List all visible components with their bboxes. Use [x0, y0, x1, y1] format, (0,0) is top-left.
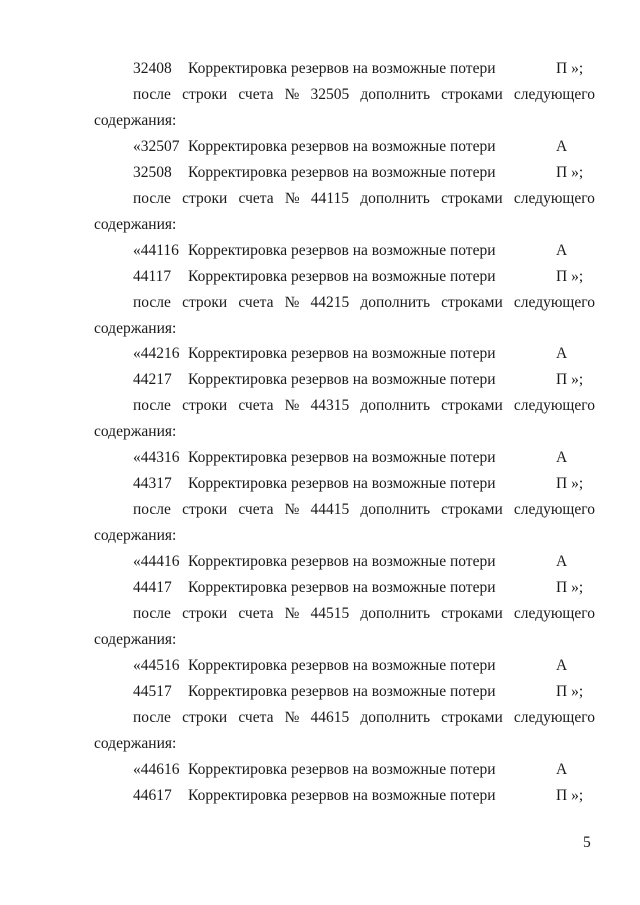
instruction-word: 32505: [310, 86, 350, 103]
account-description: Корректировка резервов на возможные потери: [188, 475, 496, 492]
instruction-word: следующего: [513, 294, 595, 311]
instruction-paragraph: [133, 605, 595, 623]
instruction-word: дополнить: [360, 709, 431, 726]
instruction-word: №: [284, 294, 300, 311]
instruction-continuation: содержания:: [94, 320, 177, 337]
instruction-paragraph: [133, 86, 595, 104]
instruction-word: следующего: [513, 86, 595, 103]
account-type: П »;: [556, 60, 584, 77]
instruction-word: счета: [238, 605, 274, 622]
instruction-word: №: [284, 709, 300, 726]
instruction-continuation: содержания:: [94, 216, 177, 233]
account-code: «44216: [133, 345, 180, 362]
account-code: «44516: [133, 657, 180, 674]
account-type: А: [556, 138, 568, 155]
account-type: А: [556, 657, 568, 674]
instruction-word: строки: [182, 190, 228, 207]
instruction-word: после: [133, 709, 171, 726]
instruction-word: после: [133, 86, 171, 103]
account-type: П »;: [556, 579, 584, 596]
instruction-word: строки: [182, 294, 228, 311]
account-description: Корректировка резервов на возможные потери: [188, 242, 496, 259]
account-description: Корректировка резервов на возможные потери: [188, 449, 496, 466]
account-description: Корректировка резервов на возможные потери: [188, 60, 496, 77]
instruction-word: счета: [238, 397, 274, 414]
instruction-word: строки: [182, 709, 228, 726]
instruction-paragraph: [133, 190, 595, 208]
instruction-word: №: [284, 190, 300, 207]
account-code: «44316: [133, 449, 180, 466]
instruction-word: после: [133, 190, 171, 207]
instruction-word: 44315: [310, 397, 350, 414]
instruction-word: счета: [238, 86, 274, 103]
instruction-word: строками: [441, 605, 503, 622]
instruction-word: строками: [441, 501, 503, 518]
instruction-continuation: содержания:: [94, 112, 177, 129]
account-type: А: [556, 761, 568, 778]
account-type: П »;: [556, 268, 584, 285]
instruction-word: после: [133, 605, 171, 622]
account-type: А: [556, 242, 568, 259]
instruction-paragraph: [133, 501, 595, 519]
account-code: 44617: [133, 787, 172, 804]
account-code: «44416: [133, 553, 180, 570]
account-code: 44417: [133, 579, 172, 596]
account-code: «44116: [133, 242, 179, 259]
instruction-word: следующего: [513, 190, 595, 207]
page-number: 5: [583, 834, 591, 851]
account-type: П »;: [556, 475, 584, 492]
instruction-word: счета: [238, 709, 274, 726]
instruction-word: 44215: [310, 294, 350, 311]
account-type: А: [556, 553, 568, 570]
instruction-word: 44615: [310, 709, 350, 726]
account-type: А: [556, 345, 568, 362]
instruction-word: №: [284, 605, 300, 622]
instruction-word: строки: [182, 605, 228, 622]
instruction-continuation: содержания:: [94, 527, 177, 544]
account-description: Корректировка резервов на возможные потери: [188, 268, 496, 285]
account-type: П »;: [556, 164, 584, 181]
instruction-word: после: [133, 294, 171, 311]
instruction-word: дополнить: [360, 605, 431, 622]
account-description: Корректировка резервов на возможные потери: [188, 164, 496, 181]
instruction-continuation: содержания:: [94, 735, 177, 752]
instruction-word: №: [284, 397, 300, 414]
instruction-word: строками: [441, 709, 503, 726]
instruction-word: счета: [238, 294, 274, 311]
instruction-paragraph: [133, 397, 595, 415]
instruction-word: строками: [441, 294, 503, 311]
account-code: 44317: [133, 475, 172, 492]
instruction-word: строками: [441, 397, 503, 414]
account-code: 44217: [133, 371, 172, 388]
instruction-word: следующего: [513, 397, 595, 414]
account-code: «32507: [133, 138, 180, 155]
instruction-paragraph: [133, 709, 595, 727]
instruction-word: после: [133, 397, 171, 414]
account-description: Корректировка резервов на возможные потери: [188, 138, 496, 155]
instruction-word: следующего: [513, 501, 595, 518]
instruction-word: строками: [441, 86, 503, 103]
instruction-word: дополнить: [360, 86, 431, 103]
account-description: Корректировка резервов на возможные потери: [188, 683, 496, 700]
instruction-word: дополнить: [360, 190, 430, 207]
account-description: Корректировка резервов на возможные потери: [188, 657, 496, 674]
account-code: 44117: [133, 268, 172, 285]
account-description: Корректировка резервов на возможные потери: [188, 345, 496, 362]
instruction-word: 44415: [310, 501, 350, 518]
instruction-word: после: [133, 501, 171, 518]
account-description: Корректировка резервов на возможные потери: [188, 787, 496, 804]
account-description: Корректировка резервов на возможные потери: [188, 553, 496, 570]
account-type: П »;: [556, 787, 584, 804]
account-description: Корректировка резервов на возможные потери: [188, 579, 496, 596]
instruction-word: №: [284, 501, 300, 518]
account-type: П »;: [556, 371, 584, 388]
account-type: А: [556, 449, 568, 466]
instruction-word: №: [284, 86, 300, 103]
instruction-word: строками: [441, 190, 503, 207]
instruction-word: дополнить: [360, 397, 431, 414]
instruction-word: следующего: [513, 709, 595, 726]
instruction-word: дополнить: [360, 294, 431, 311]
instruction-word: счета: [238, 190, 274, 207]
account-code: 32408: [133, 60, 172, 77]
instruction-paragraph: [133, 294, 595, 312]
instruction-word: 44515: [310, 605, 350, 622]
instruction-word: 44115: [310, 190, 349, 207]
instruction-word: дополнить: [360, 501, 431, 518]
instruction-word: строки: [182, 501, 228, 518]
account-code: 32508: [133, 164, 172, 181]
account-type: П »;: [556, 683, 584, 700]
account-code: «44616: [133, 761, 180, 778]
instruction-continuation: содержания:: [94, 631, 177, 648]
instruction-word: счета: [238, 501, 274, 518]
account-description: Корректировка резервов на возможные потери: [188, 371, 496, 388]
instruction-word: строки: [182, 397, 228, 414]
account-description: Корректировка резервов на возможные потери: [188, 761, 496, 778]
instruction-word: следующего: [513, 605, 595, 622]
instruction-continuation: содержания:: [94, 423, 177, 440]
account-code: 44517: [133, 683, 172, 700]
instruction-word: строки: [182, 86, 228, 103]
